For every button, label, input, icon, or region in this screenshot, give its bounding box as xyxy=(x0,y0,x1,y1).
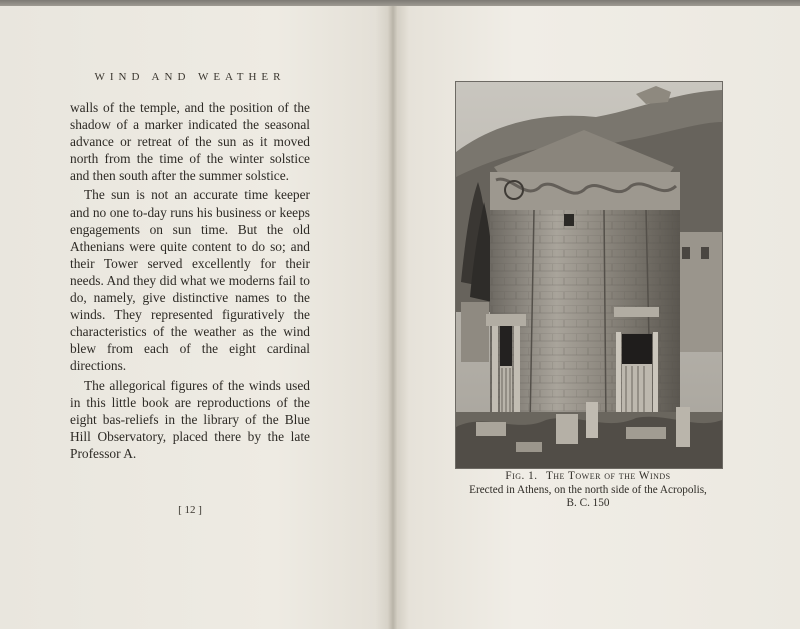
figure-label: Fig. 1. xyxy=(505,470,538,482)
paragraph-1: walls of the temple, and the position of the shadow of a marker indicated the seasonal advance or retreat of the sun as it moved north from the time of the winter solstice and then south after the summer solstice. xyxy=(70,100,310,184)
caption-line-1 xyxy=(440,470,736,484)
paragraph-2: The sun is not an accurate time keeper and no one to-day runs his business or keeps engagements on sun time. But the old Athenians were quite content to do so; and their Tower served excellently for their needs. And they did what we moderns fail to do, namely, give distinctive names to the winds. They represented figuratively the characteristics of the weather as the wind blew from each of the eight cardinal directions. xyxy=(70,187,310,374)
running-head: WIND AND WEATHER xyxy=(94,71,286,83)
body-text xyxy=(70,99,310,462)
caption-line-3: B. C. 150 xyxy=(566,497,610,509)
figure-title: The Tower of the Winds xyxy=(545,470,671,482)
book-gutter xyxy=(388,6,398,629)
tower-of-the-winds-photograph xyxy=(455,81,723,469)
paragraph-3: The allegorical figures of the winds used in this little book are reproductions of the eight bas-reliefs in the library of the Blue Hill Observatory, placed there by the late Professor A. xyxy=(70,377,310,461)
figure-caption xyxy=(440,470,736,511)
page-number: [ 12 ] xyxy=(178,504,202,516)
caption-line-2: Erected in Athens, on the north side of the Acropolis, xyxy=(469,483,707,496)
